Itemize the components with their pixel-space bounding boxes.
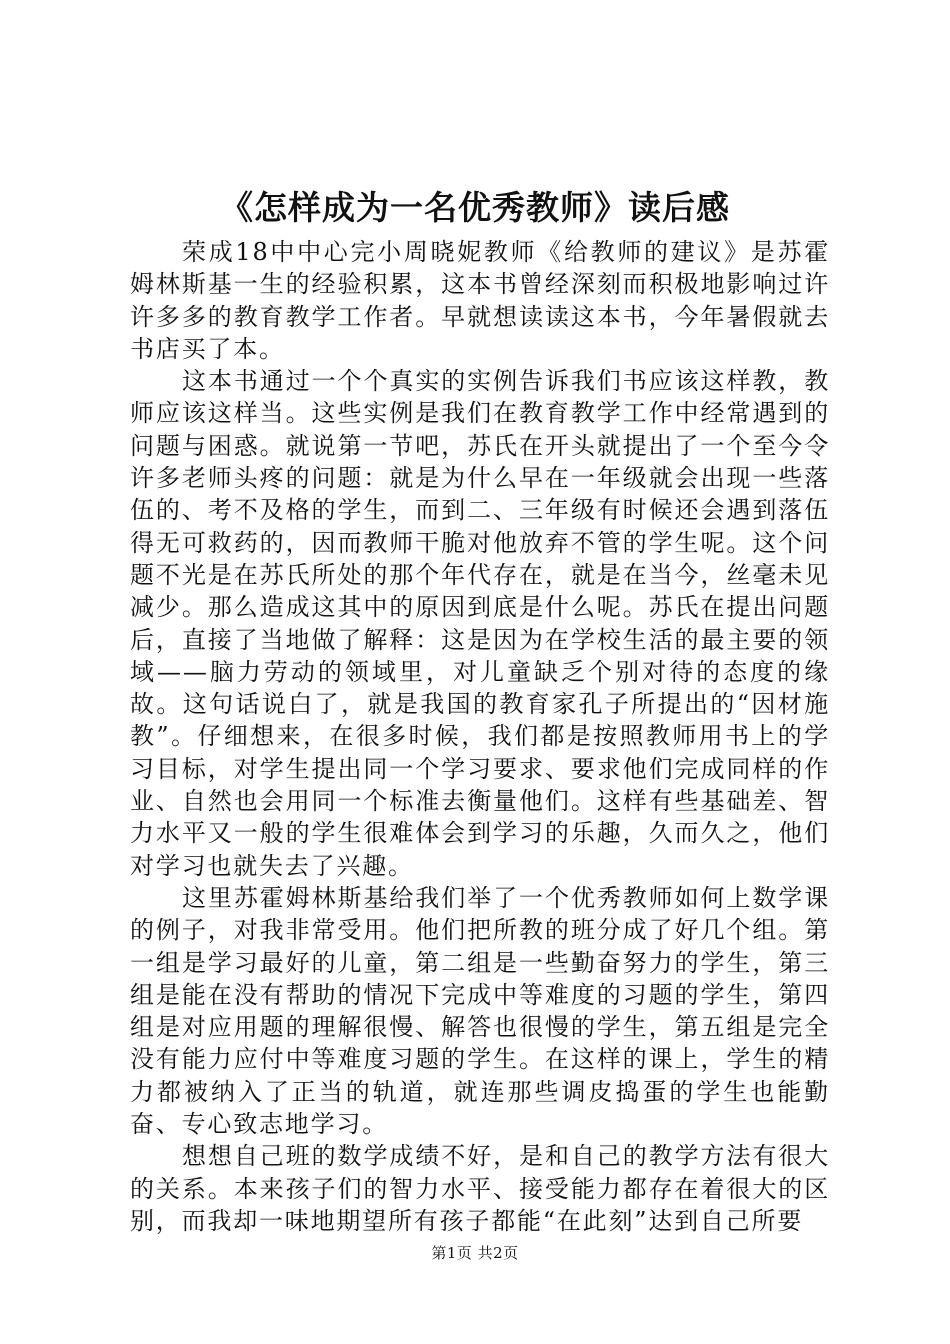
paragraph: 这本书通过一个个真实的实例告诉我们书应该这样教，教师应该这样当。这些实例是我们在教育教学工作中经常遇到的问题与困惑。就说第一节吧，苏氏在开头就提出了一个至今令许多老师头疼的问题：就是为什么早在一年级就会出现一些落伍的、考不及格的学生，而到二、三年级有时候还会遇到落伍得无可救药的，因而教师干脆对他放弃不管的学生呢。这个问题不光是在苏氏所处的那个年代存在，就是在当今，丝毫未见减少。那么造成这其中的原因到底是什么呢。苏氏在提出问题后，直接了当地做了解释：这是因为在学校生活的最主要的领域——脑力劳动的领域里，对儿童缺乏个别对待的态度的缘故。这句话说白了，就是我国的教育家孔子所提出的“因材施教”。仔细想来，在很多时候，我们都是按照教师用书上的学习目标，对学生提出同一个学习要求、要求他们完成同样的作业、自然也会用同一个标准去衡量他们。这样有些基础差、智力水平又一般的学生很难体会到学习的乐趣，久而久之，他们对学习也就失去了兴趣。 [130,367,830,880]
paragraph: 这里苏霍姆林斯基给我们举了一个优秀教师如何上数学课的例子，对我非常受用。他们把所教的班分成了好几个组。第一组是学习最好的儿童，第二组是一些勤奋努力的学生，第三组是能在没有帮助的情况下完成中等难度的习题的学生，第四组是对应用题的理解很慢、解答也很慢的学生，第五组是完全没有能力应付中等难度习题的学生。在这样的课上，学生的精力都被纳入了正当的轨道，就连那些调皮捣蛋的学生也能勤奋、专心致志地学习。 [130,883,830,1139]
paragraph: 想想自己班的数学成绩不好，是和自己的教学方法有很大的关系。本来孩子们的智力水平、接受能力都存在着很大的区别，而我却一味地期望所有孩子都能“在此刻”达到自己所要 [130,1142,830,1235]
document-title: 《怎样成为一名优秀教师》读后感 [220,188,730,227]
paragraph: 荣成18中中心完小周晓妮教师《给教师的建议》是苏霍姆林斯基一生的经验积累，这本书曾经深刻而积极地影响过许许多多的教育教学工作者。早就想读读这本书，今年暑假就去书店买了本。 [130,238,830,363]
document-body [130,236,830,1237]
page-number-footer: 第1页 共2页 [431,1244,519,1262]
